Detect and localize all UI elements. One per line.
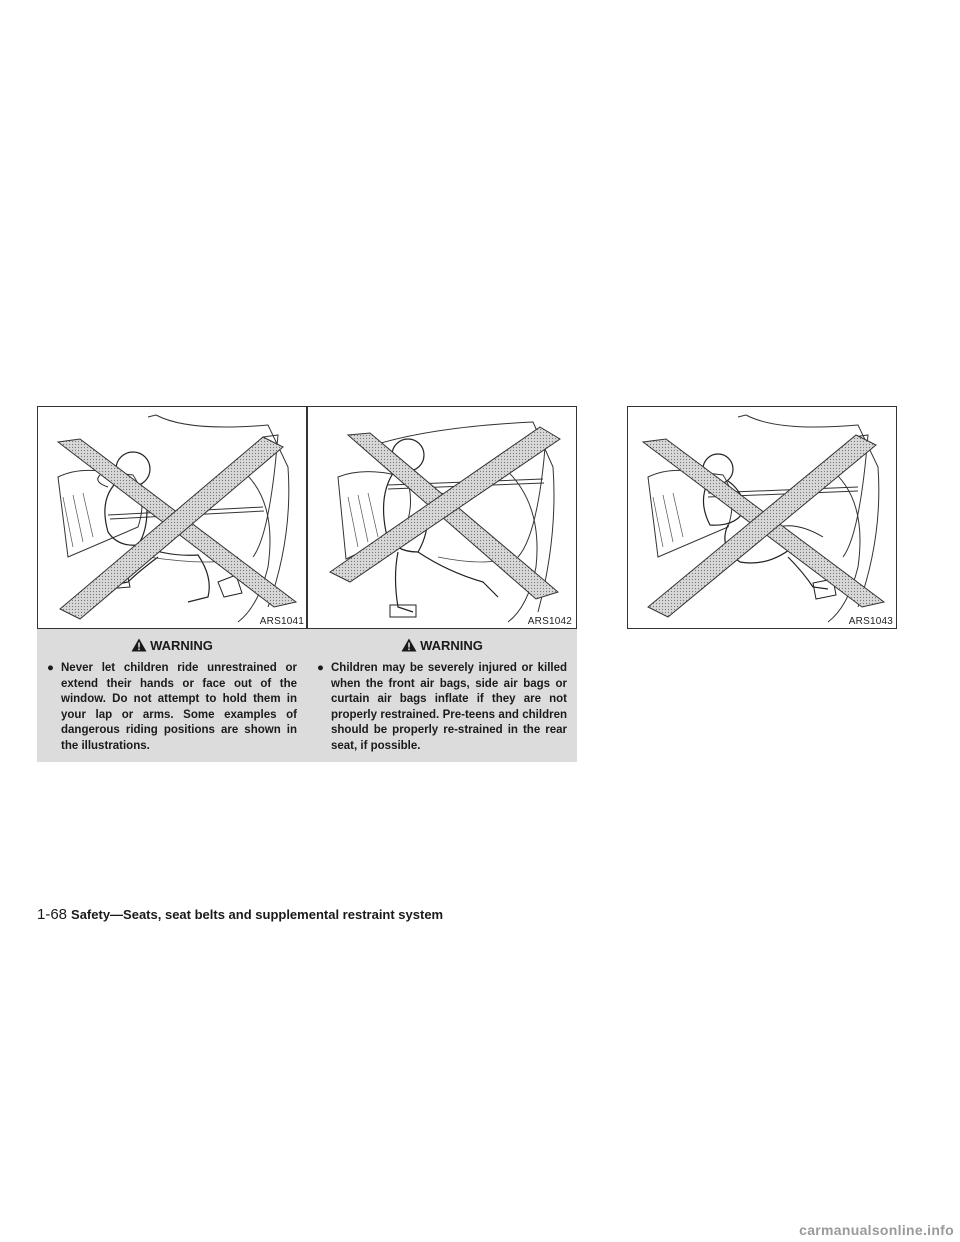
section-title: Safety—Seats, seat belts and supplemental restraint system <box>71 907 444 922</box>
illustration-child-kneeling-facing-dashboard <box>627 406 897 629</box>
figure-code: ARS1042 <box>527 616 572 627</box>
illustration-child-standing-front-seat <box>307 406 577 629</box>
page-footer <box>37 906 443 923</box>
warning-triangle-icon <box>131 638 147 652</box>
figure-code: ARS1041 <box>259 616 304 627</box>
warning-item <box>317 661 567 754</box>
warning-text: Children may be severely injured or killed when the front air bags, side air bags or curtain air bags inflate if they are not properly restrained. Pre-teens and children should be properly re-strained in the rear seat, if possible. <box>331 662 567 752</box>
warning-item <box>47 661 297 754</box>
bullet: ● <box>47 662 54 674</box>
illustration-drawing <box>308 407 576 628</box>
warning-title: WARNING <box>150 637 213 653</box>
warning-heading <box>47 635 297 655</box>
warning-triangle-icon <box>401 638 417 652</box>
illustration-drawing <box>628 407 896 628</box>
page-number: 1-68 <box>37 906 68 923</box>
warning-box <box>307 629 577 762</box>
warning-title: WARNING <box>420 637 483 653</box>
figure-code: ARS1043 <box>848 616 893 627</box>
illustration-drawing <box>38 407 306 628</box>
warning-box <box>37 629 307 762</box>
illustration-child-reaching-dashboard <box>37 406 307 629</box>
bullet: ● <box>317 662 324 674</box>
watermark: carmanualsonline.info <box>799 1222 954 1238</box>
warning-text: Never let children ride unrestrained or extend their hands or face out of the window. Do not attempt to hold them in your lap or arms. Some examples of dangerous riding positions are shown in the illustrations. <box>61 662 297 752</box>
warning-heading <box>317 635 567 655</box>
